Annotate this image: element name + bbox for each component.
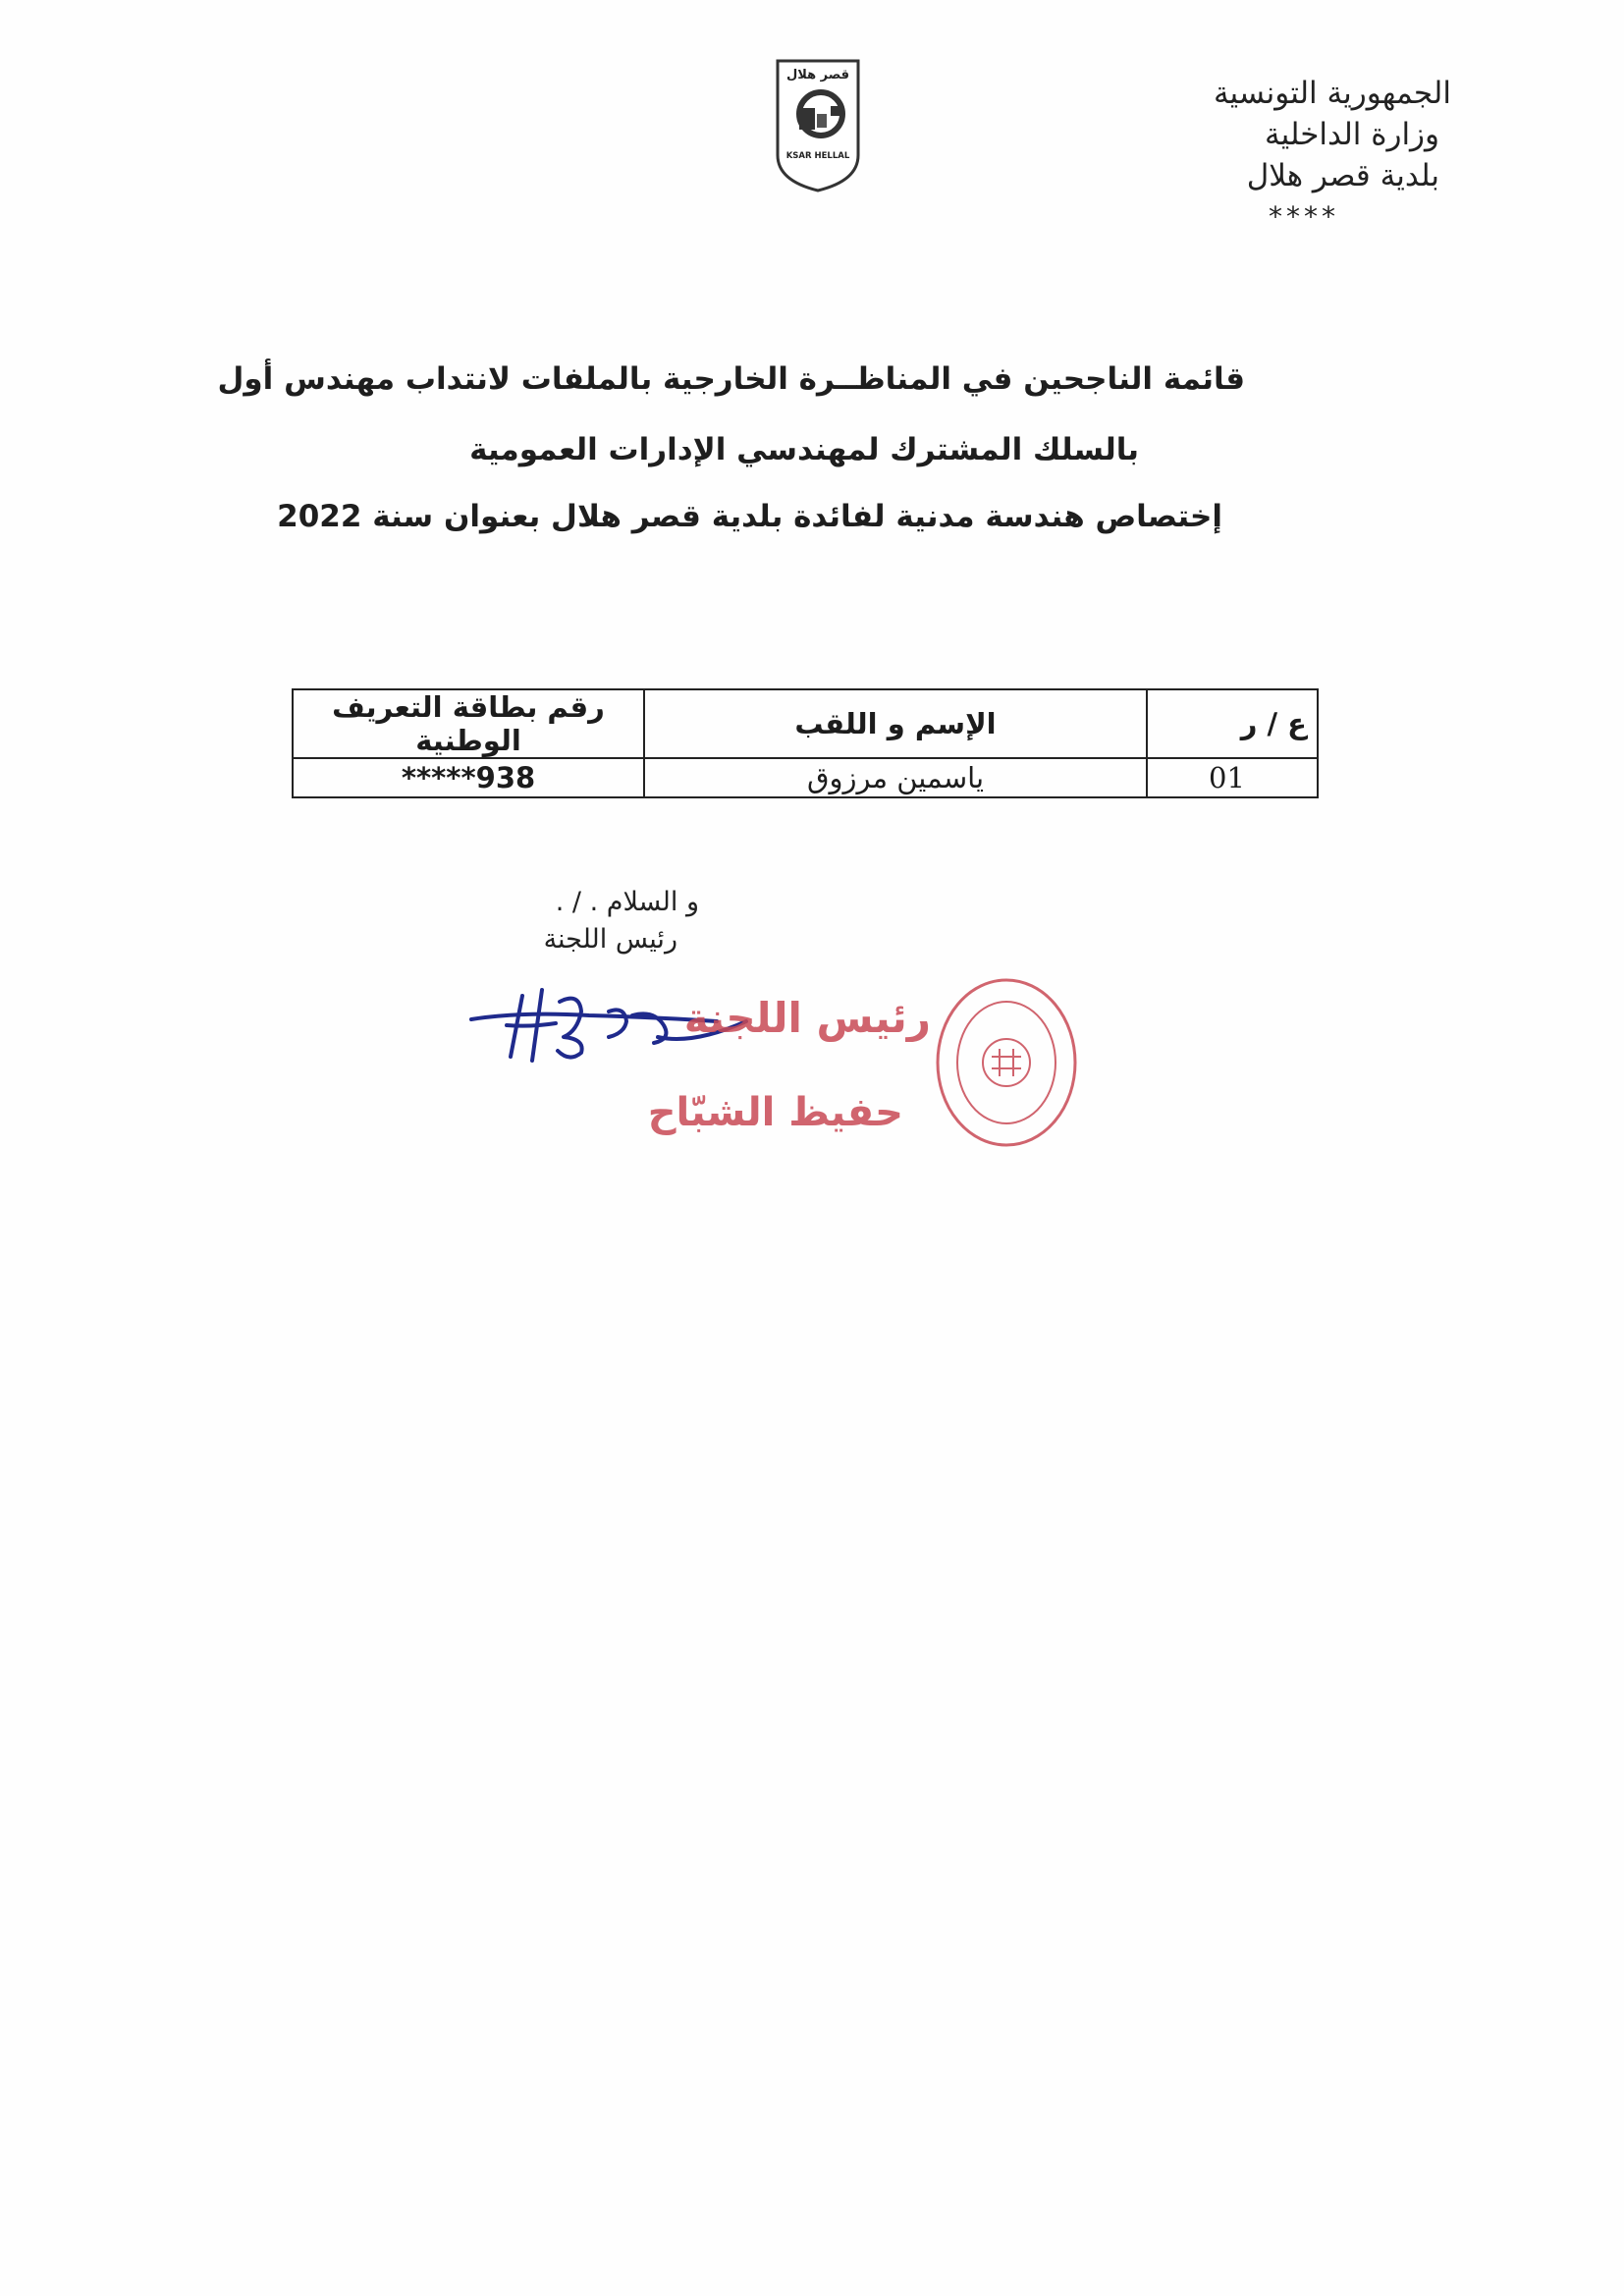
closing-block (511, 884, 707, 958)
table-header-row (293, 689, 1318, 758)
signature-area (461, 972, 1100, 1169)
cell-num: 01 (1147, 758, 1318, 797)
stamp-name: حفيظ الشبّاح (647, 1090, 903, 1135)
title-line-1: قائمة الناجحين في المناظــرة الخارجية بالملفات لانتداب مهندس أول (217, 361, 1245, 397)
results-table-wrap (292, 688, 1319, 798)
header-cell-id: رقم بطاقة التعريف الوطنية (293, 689, 644, 758)
header-ministry: وزارة الداخلية (1265, 117, 1439, 152)
official-stamp (933, 972, 1080, 1159)
results-table (292, 688, 1319, 798)
header-block (1039, 73, 1451, 238)
table-row (293, 758, 1318, 797)
logo-arabic-text: قصر هلال (785, 68, 850, 82)
header-stars: **** (1269, 200, 1339, 233)
header-cell-num: ع / ر (1147, 689, 1318, 758)
closing-signer-title: رئيس اللجنة (543, 924, 677, 955)
header-municipality: بلدية قصر هلال (1246, 158, 1439, 193)
cell-name: ياسمين مرزوق (644, 758, 1147, 797)
title-line-3: إختصاص هندسة مدنية لفائدة بلدية قصر هلال بعنوان سنة 2022 (277, 499, 1222, 534)
title-line-2: بالسلك المشترك لمهندسي الإدارات العمومية (469, 432, 1139, 467)
stamp-title: رئيس اللجنة (683, 994, 931, 1042)
logo-latin-text: KSAR HELLAL (785, 151, 850, 161)
header-cell-name: الإسم و اللقب (644, 689, 1147, 758)
municipality-logo (774, 57, 862, 194)
cell-id: *****938 (293, 758, 644, 797)
header-republic: الجمهورية التونسية (1213, 76, 1451, 111)
closing-salutation: و السلام . / . (555, 887, 699, 917)
